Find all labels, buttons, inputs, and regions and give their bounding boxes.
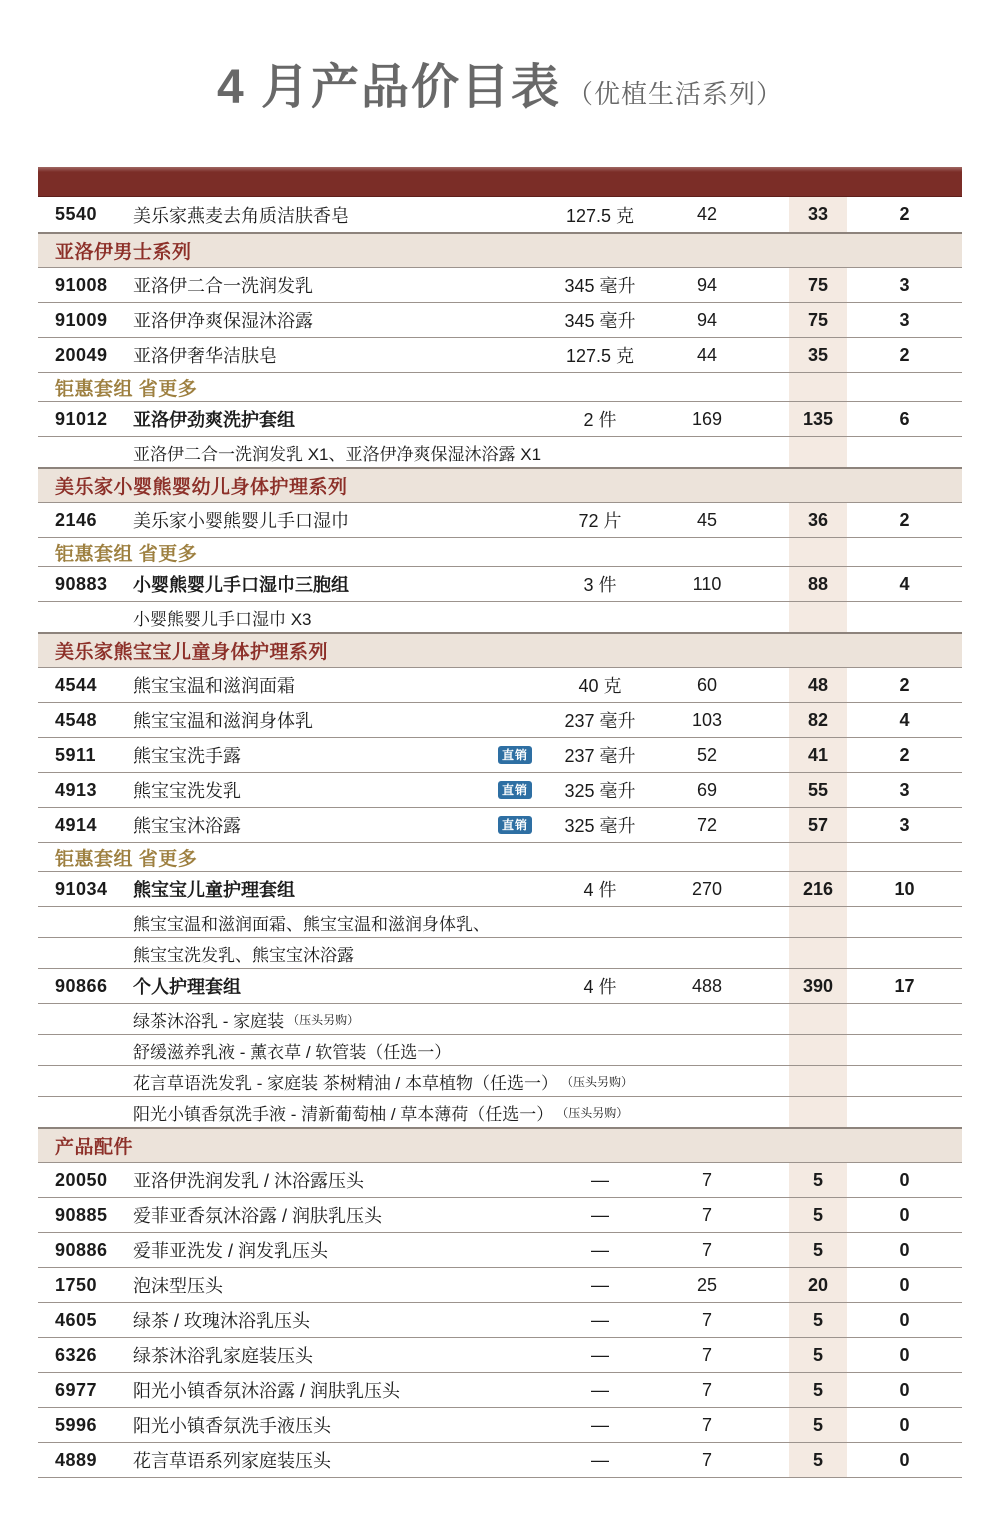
product-size: — xyxy=(591,1204,609,1225)
original-price: 7 xyxy=(701,1204,712,1225)
original-price: 7 xyxy=(701,1309,712,1330)
member-price: 5 xyxy=(812,1414,823,1435)
original-price: 25 xyxy=(696,1274,718,1295)
section-row xyxy=(38,632,962,667)
product-name-cell xyxy=(133,1202,540,1228)
product-points: 6 xyxy=(899,408,910,429)
product-code: 4544 xyxy=(55,674,98,695)
product-size: 3 件 xyxy=(583,575,617,595)
product-points: 2 xyxy=(899,509,910,530)
member-price: 36 xyxy=(807,509,829,530)
product-row xyxy=(38,667,962,702)
product-row xyxy=(38,1197,962,1232)
bundle-detail-row xyxy=(38,906,962,937)
product-name: 爱菲亚洗发 / 润发乳压头 xyxy=(133,1241,329,1261)
product-size: — xyxy=(591,1414,609,1435)
product-row xyxy=(38,807,962,842)
product-code: 90866 xyxy=(55,975,108,996)
original-price: 45 xyxy=(696,509,718,530)
direct-sale-badge: 直销 xyxy=(498,816,532,834)
product-name: 个人护理套组 xyxy=(133,977,241,997)
product-name-cell xyxy=(133,1342,540,1368)
original-price: 488 xyxy=(691,975,723,996)
product-name-cell xyxy=(133,973,540,999)
product-name: 熊宝宝温和滋润面霜 xyxy=(133,676,295,696)
product-code: 20049 xyxy=(55,344,108,365)
bundle-note-text: （压头另购） xyxy=(561,1074,634,1089)
product-points: 3 xyxy=(899,309,910,330)
product-name-cell xyxy=(133,272,540,298)
product-size: — xyxy=(591,1344,609,1365)
product-row xyxy=(38,737,962,772)
product-name: 阳光小镇香氛沐浴露 / 润肤乳压头 xyxy=(133,1381,401,1401)
product-name: 小婴熊婴儿手口湿巾三胞组 xyxy=(133,575,349,595)
product-name: 亚洛伊洗润发乳 / 沐浴露压头 xyxy=(133,1171,365,1191)
product-name-cell xyxy=(133,507,540,533)
section-row xyxy=(38,1127,962,1162)
original-price: 72 xyxy=(696,814,718,835)
product-code: 90886 xyxy=(55,1239,108,1260)
section-label: 美乐家小婴熊婴幼儿身体护理系列 xyxy=(55,477,348,498)
bundle-contents-text: 绿茶沐浴乳 - 家庭装 xyxy=(133,1011,285,1031)
section-label: 亚洛伊男士系列 xyxy=(55,242,192,263)
product-name: 亚洛伊净爽保湿沐浴露 xyxy=(133,311,313,331)
product-code: 91009 xyxy=(55,309,108,330)
product-points: 0 xyxy=(899,1344,910,1365)
bundle-note-text: （压头另购） xyxy=(556,1105,629,1120)
bundle-contents-text: 熊宝宝洗发乳、熊宝宝沐浴露 xyxy=(133,945,354,965)
product-row xyxy=(38,968,962,1003)
product-name: 亚洛伊劲爽洗护套组 xyxy=(133,410,295,430)
product-code: 6326 xyxy=(55,1344,98,1365)
product-row xyxy=(38,267,962,302)
promo-label: 钜惠套组 省更多 xyxy=(55,543,198,565)
product-points: 3 xyxy=(899,274,910,295)
product-code: 4605 xyxy=(55,1309,98,1330)
product-name-cell xyxy=(133,1307,540,1333)
product-row xyxy=(38,1267,962,1302)
section-label: 美乐家熊宝宝儿童身体护理系列 xyxy=(55,642,329,663)
bundle-contents-text: 熊宝宝温和滋润面霜、熊宝宝温和滋润身体乳、 xyxy=(133,914,490,934)
product-name-cell xyxy=(133,1237,540,1263)
member-price: 5 xyxy=(812,1379,823,1400)
bundle-detail-row xyxy=(38,1065,962,1096)
product-points: 0 xyxy=(899,1414,910,1435)
product-name-cell xyxy=(133,1412,540,1438)
promo-label: 钜惠套组 省更多 xyxy=(55,378,198,400)
bundle-note-text: （压头另购） xyxy=(287,1012,360,1027)
product-size: 4 件 xyxy=(583,977,617,997)
member-price: 216 xyxy=(802,878,834,899)
product-name-cell xyxy=(133,672,540,698)
original-price: 103 xyxy=(691,709,723,730)
bundle-detail-row xyxy=(38,1003,962,1034)
product-row xyxy=(38,337,962,372)
page-title xyxy=(0,48,1000,117)
original-price: 60 xyxy=(696,674,718,695)
product-points: 3 xyxy=(899,814,910,835)
product-name-cell xyxy=(133,812,540,838)
table-header-bar xyxy=(38,167,962,197)
product-points: 2 xyxy=(899,744,910,765)
product-code: 90883 xyxy=(55,573,108,594)
product-name: 熊宝宝沐浴露 xyxy=(133,816,241,836)
product-size: 345 毫升 xyxy=(564,311,636,331)
product-points: 4 xyxy=(899,573,910,594)
product-points: 0 xyxy=(899,1379,910,1400)
original-price: 110 xyxy=(692,573,722,594)
product-size: 127.5 克 xyxy=(565,346,635,366)
section-row xyxy=(38,467,962,502)
product-name-cell xyxy=(133,307,540,333)
original-price: 94 xyxy=(696,274,718,295)
product-row xyxy=(38,1372,962,1407)
original-price: 7 xyxy=(701,1379,712,1400)
product-name-cell xyxy=(133,1377,540,1403)
original-price: 69 xyxy=(696,779,718,800)
product-points: 0 xyxy=(899,1309,910,1330)
product-name: 美乐家小婴熊婴儿手口湿巾 xyxy=(133,511,349,531)
product-size: 4 件 xyxy=(583,880,617,900)
product-name: 熊宝宝洗手露 xyxy=(133,746,241,766)
member-price: 55 xyxy=(807,779,829,800)
product-points: 17 xyxy=(894,975,915,996)
member-price: 75 xyxy=(807,274,829,295)
promo-row xyxy=(38,842,962,871)
product-size: — xyxy=(591,1449,609,1470)
product-name: 绿茶 / 玫瑰沐浴乳压头 xyxy=(133,1311,311,1331)
product-name-cell xyxy=(133,406,540,432)
product-name-cell xyxy=(133,571,540,597)
member-price: 5 xyxy=(812,1204,823,1225)
promo-row xyxy=(38,537,962,566)
product-code: 2146 xyxy=(55,509,98,530)
original-price: 270 xyxy=(691,878,723,899)
product-row xyxy=(38,1162,962,1197)
bundle-detail-row xyxy=(38,1034,962,1065)
product-name-cell xyxy=(133,202,540,228)
bundle-detail-row xyxy=(38,436,962,467)
product-code: 20050 xyxy=(55,1169,108,1190)
member-price: 48 xyxy=(807,674,829,695)
product-size: 127.5 克 xyxy=(565,205,635,226)
product-name: 熊宝宝温和滋润身体乳 xyxy=(133,711,313,731)
product-name-cell xyxy=(133,342,540,368)
product-name-cell xyxy=(133,777,540,803)
product-size: 345 毫升 xyxy=(564,276,636,296)
direct-sale-badge: 直销 xyxy=(498,746,532,764)
product-code: 4548 xyxy=(55,709,98,730)
product-name: 亚洛伊二合一洗润发乳 xyxy=(133,276,313,296)
product-code: 1750 xyxy=(55,1274,98,1295)
product-points: 0 xyxy=(899,1204,910,1225)
product-row xyxy=(38,1302,962,1337)
member-price: 57 xyxy=(807,814,829,835)
member-price: 88 xyxy=(807,573,829,594)
member-price: 35 xyxy=(807,344,829,365)
promo-label: 钜惠套组 省更多 xyxy=(55,848,198,870)
product-name-cell xyxy=(133,1167,540,1193)
product-name: 亚洛伊奢华洁肤皂 xyxy=(133,346,277,366)
member-price: 82 xyxy=(807,709,829,730)
promo-row xyxy=(38,372,962,401)
original-price: 52 xyxy=(696,744,718,765)
product-row xyxy=(38,1232,962,1267)
product-points: 0 xyxy=(899,1274,910,1295)
product-name-cell xyxy=(133,1447,540,1473)
product-code: 91034 xyxy=(55,878,108,899)
original-price: 44 xyxy=(696,344,718,365)
section-label: 产品配件 xyxy=(55,1137,134,1158)
product-row xyxy=(38,566,962,601)
product-name-cell xyxy=(133,742,540,768)
product-row xyxy=(38,302,962,337)
product-code: 91008 xyxy=(55,274,108,295)
product-name: 熊宝宝洗发乳 xyxy=(133,781,241,801)
product-code: 6977 xyxy=(55,1379,98,1400)
product-row xyxy=(38,1407,962,1442)
bundle-contents-text: 亚洛伊二合一洗润发乳 X1、亚洛伊净爽保湿沐浴露 X1 xyxy=(133,444,542,464)
member-price: 5 xyxy=(812,1344,823,1365)
member-price: 5 xyxy=(812,1169,823,1190)
product-size: — xyxy=(591,1169,609,1190)
price-table xyxy=(38,167,962,1478)
bundle-detail-row xyxy=(38,1096,962,1127)
product-name-cell xyxy=(133,707,540,733)
member-price: 20 xyxy=(807,1274,829,1295)
product-name: 阳光小镇香氛洗手液压头 xyxy=(133,1416,331,1436)
product-size: 2 件 xyxy=(583,410,617,430)
product-row xyxy=(38,197,962,232)
original-price: 7 xyxy=(701,1239,712,1260)
product-row xyxy=(38,502,962,537)
original-price: 42 xyxy=(696,204,718,224)
product-points: 3 xyxy=(899,779,910,800)
product-points: 0 xyxy=(899,1239,910,1260)
original-price: 94 xyxy=(696,309,718,330)
product-points: 4 xyxy=(899,709,910,730)
bundle-detail-row xyxy=(38,937,962,968)
original-price: 7 xyxy=(701,1344,712,1365)
bundle-contents-text: 花言草语洗发乳 - 家庭装 茶树精油 / 本草植物（任选一） xyxy=(133,1073,558,1093)
product-points: 2 xyxy=(899,674,910,695)
product-name-cell xyxy=(133,1272,540,1298)
original-price: 7 xyxy=(701,1449,712,1470)
product-points: 2 xyxy=(899,204,910,224)
product-size: 237 毫升 xyxy=(564,711,636,731)
page-title-main: 4 月产品价目表 xyxy=(216,61,562,114)
product-size: — xyxy=(591,1239,609,1260)
product-size: 325 毫升 xyxy=(564,781,636,801)
product-code: 4914 xyxy=(55,814,98,835)
product-size: — xyxy=(591,1309,609,1330)
section-row xyxy=(38,232,962,267)
product-name: 绿茶沐浴乳家庭装压头 xyxy=(133,1346,313,1366)
member-price: 75 xyxy=(807,309,829,330)
product-name: 泡沫型压头 xyxy=(133,1276,223,1296)
product-row xyxy=(38,702,962,737)
product-points: 10 xyxy=(894,878,915,899)
product-row xyxy=(38,1337,962,1372)
member-price: 390 xyxy=(802,975,834,996)
product-row xyxy=(38,871,962,906)
member-price: 5 xyxy=(812,1239,823,1260)
product-row xyxy=(38,401,962,436)
product-size: 40 克 xyxy=(578,676,622,696)
direct-sale-badge: 直销 xyxy=(498,781,532,799)
product-name: 花言草语系列家庭装压头 xyxy=(133,1451,331,1471)
product-code: 4889 xyxy=(55,1449,98,1470)
product-name: 美乐家燕麦去角质洁肤香皂 xyxy=(133,205,349,226)
product-size: 72 片 xyxy=(578,511,622,531)
member-price: 5 xyxy=(812,1449,823,1470)
product-size: — xyxy=(591,1274,609,1295)
product-code: 5540 xyxy=(55,204,98,224)
product-code: 4913 xyxy=(55,779,98,800)
product-size: 325 毫升 xyxy=(564,816,636,836)
product-name-cell xyxy=(133,876,540,902)
product-name: 熊宝宝儿童护理套组 xyxy=(133,880,295,900)
product-row xyxy=(38,772,962,807)
product-code: 90885 xyxy=(55,1204,108,1225)
bundle-detail-row xyxy=(38,601,962,632)
product-points: 2 xyxy=(899,344,910,365)
product-code: 91012 xyxy=(55,408,108,429)
product-code: 5911 xyxy=(55,744,97,765)
product-points: 0 xyxy=(899,1449,910,1470)
member-price: 41 xyxy=(807,744,829,765)
product-row xyxy=(38,1442,962,1477)
product-points: 0 xyxy=(899,1169,910,1190)
bundle-contents-text: 阳光小镇香氛洗手液 - 清新葡萄柚 / 草本薄荷（任选一） xyxy=(133,1104,554,1124)
table-rows xyxy=(38,197,962,1478)
bundle-contents-text: 小婴熊婴儿手口湿巾 X3 xyxy=(133,609,312,629)
member-price: 33 xyxy=(807,204,829,224)
product-name: 爱菲亚香氛沐浴露 / 润肤乳压头 xyxy=(133,1206,383,1226)
page-title-sub: （优植生活系列） xyxy=(567,79,784,109)
member-price: 135 xyxy=(802,408,834,429)
bundle-contents-text: 舒缓滋养乳液 - 薰衣草 / 软管装（任选一） xyxy=(133,1042,452,1062)
product-size: 237 毫升 xyxy=(564,746,636,766)
product-size: — xyxy=(591,1379,609,1400)
original-price: 169 xyxy=(691,408,723,429)
product-code: 5996 xyxy=(55,1414,98,1435)
original-price: 7 xyxy=(701,1169,712,1190)
member-price: 5 xyxy=(812,1309,823,1330)
original-price: 7 xyxy=(701,1414,712,1435)
